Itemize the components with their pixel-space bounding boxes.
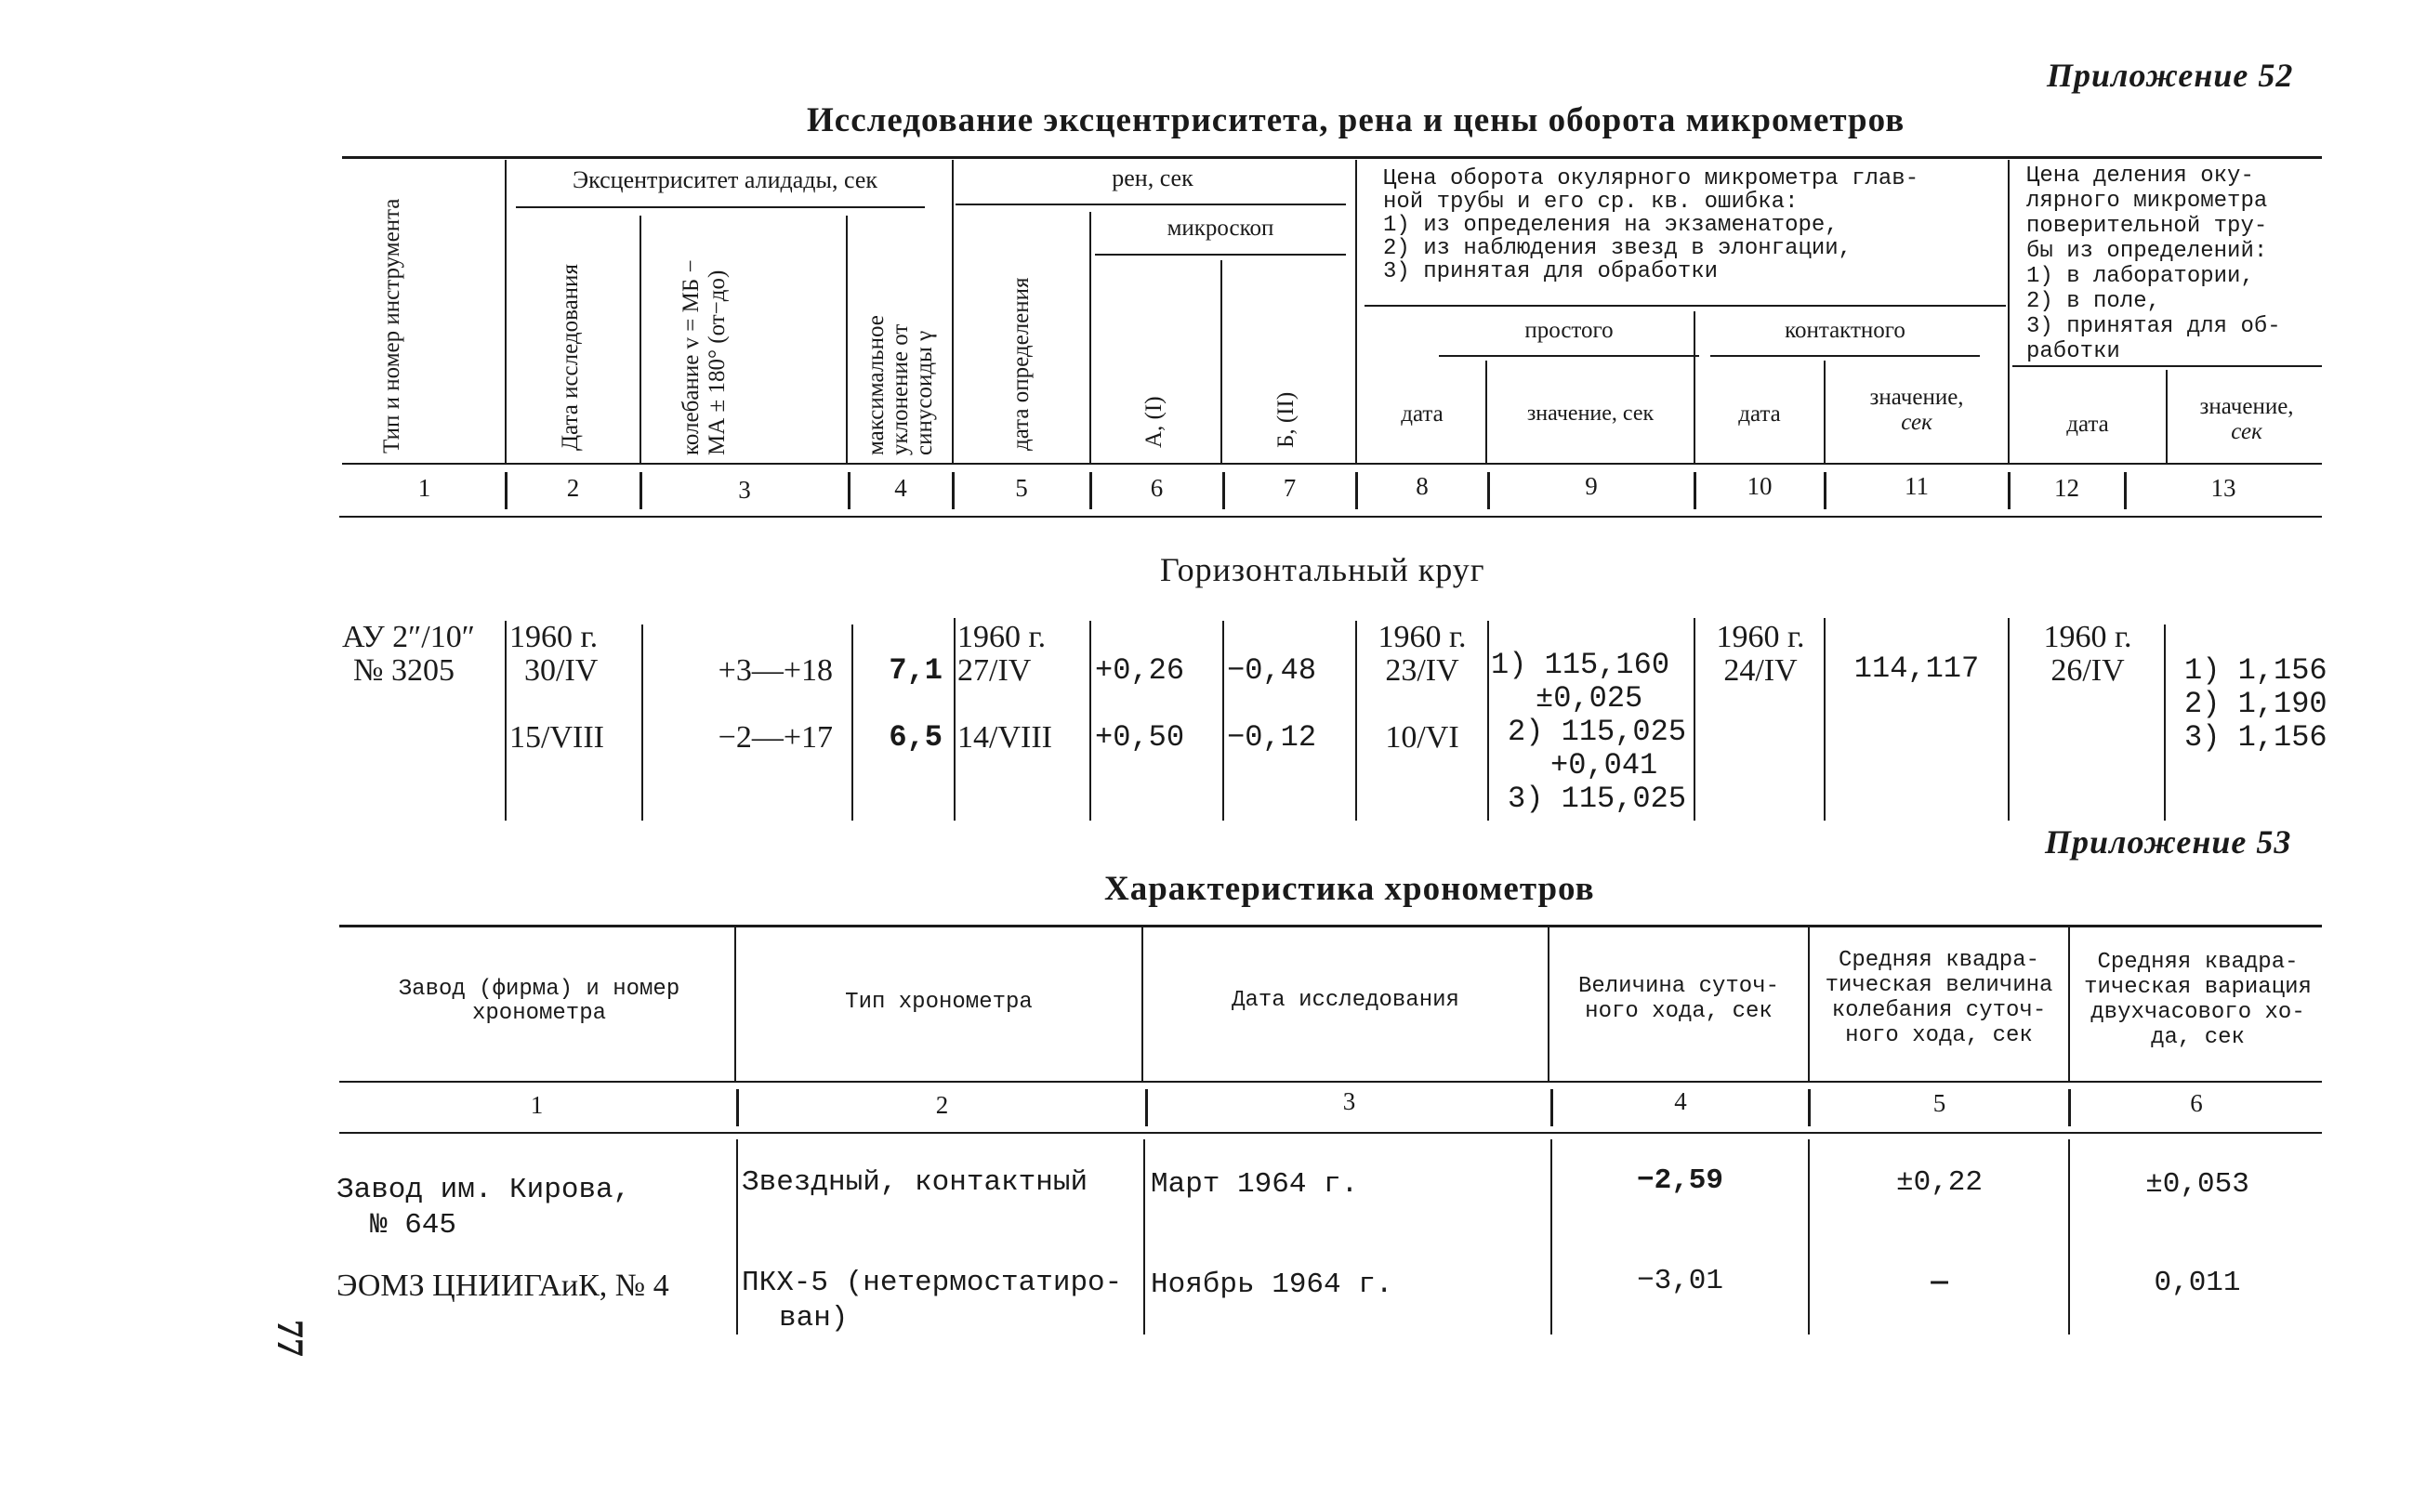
table2-title: Характеристика хронометров (1104, 870, 1595, 908)
hdr-verifying: Цена деления оку- лярного микрометра поверительной тру- бы из определений: 1) в лаборатории, 2) в поле, 3) принятая для об- работки (2026, 164, 2281, 364)
cell-instrument: АУ 2″/10″ № 3205 (342, 620, 475, 688)
t1-v6 (1220, 260, 1222, 463)
t2-hdr-rms: Средняя квадра- тическая величина колебания суточ- ного хода, сек (1825, 948, 2053, 1048)
hdr-microscope: микроскоп (1167, 216, 1274, 241)
t1-v3 (846, 216, 848, 463)
cell-contact-date: 1960 г. 24/IV (1716, 620, 1805, 688)
hdr-contact-value: значение, сек (1869, 385, 1964, 435)
t1-colnum-4: 4 (894, 474, 907, 502)
t2-dv2 (1143, 1139, 1145, 1335)
t2-colnum-6: 6 (2190, 1089, 2203, 1117)
ren-group-rule (956, 204, 1346, 205)
cell-simple-value: 1) 115,160 ±0,025 2) 115,025 +0,041 3) 115,025 (1491, 648, 1687, 816)
t1-v7 (1355, 160, 1357, 463)
t2-colnum-3: 3 (1342, 1087, 1356, 1115)
hdr-instrument: Тип и номер инструмента (379, 198, 404, 454)
hdr-simple-value: значение, сек (1526, 401, 1655, 426)
contact-rule (1710, 355, 1980, 357)
t1-colnum-5: 5 (1015, 474, 1028, 502)
t1-colnum-1: 1 (417, 474, 431, 502)
t2-hdr-var: Средняя квадра- тическая вариация двухчасового хо- да, сек (2084, 950, 2312, 1050)
cell-study-date: 1960 г. 30/IV 15/VIII (509, 620, 604, 755)
t1-dv6 (1222, 621, 1224, 821)
table2-num-bottom-rule (339, 1132, 2322, 1134)
t2-row2-factory: ЭОМЗ ЦНИИГАиК, № 4 (336, 1269, 669, 1303)
t2-dv5 (2068, 1139, 2070, 1335)
cell-ver-value: 1) 1,156 2) 1,190 3) 1,156 (2184, 653, 2327, 755)
hdr-study-date: Дата исследования (558, 264, 583, 451)
t2-hdr-type: Тип хронометра (845, 990, 1033, 1015)
table1-title: Исследование эксцентриситета, рена и цены оборота микрометров (807, 101, 1905, 139)
microscope-rule (1095, 254, 1346, 256)
cell-max-dev: 7,1 6,5 (889, 653, 943, 755)
simple-rule (1439, 355, 1699, 357)
t2-row2-type: ПКХ-5 (нетермостатиро- ван) (742, 1267, 1123, 1335)
table2-top-rule (339, 925, 2322, 927)
t1-colnum-2: 2 (566, 474, 580, 502)
t2-row2-var: 0,011 (2154, 1267, 2241, 1299)
cell-oscillation: +3—+18 −2—+17 (718, 653, 833, 755)
t1-colnum-3: 3 (738, 476, 751, 504)
t1-dv4 (954, 618, 956, 821)
t1-colnum-6: 6 (1150, 474, 1164, 502)
t1-dv10 (1824, 618, 1826, 821)
table1-top-rule (342, 156, 2322, 159)
section-horizontal-circle: Горизонтальный круг (1160, 551, 1485, 588)
t2-colnum-2: 2 (935, 1091, 949, 1119)
t2-row1-rate: −2,59 (1636, 1164, 1723, 1197)
ver-group-rule (2012, 365, 2322, 367)
hdr-main-group: Цена оборота окулярного микрометра глав- ной трубы и его ср. кв. ошибка: 1) из определения на экзаменаторе, 2) из наблюдения звезд в элонгации, 3) принятая для обработки (1383, 166, 1919, 284)
t1-colnum-7: 7 (1283, 474, 1297, 502)
t2-hdr-date: Дата исследования (1232, 988, 1459, 1013)
t1-dv1 (505, 621, 507, 821)
t2-colnum-1: 1 (530, 1091, 544, 1119)
hdr-mic-a: А, (I) (1141, 396, 1167, 448)
t1-v2 (639, 216, 641, 463)
t1-colnum-8: 8 (1416, 472, 1429, 500)
t2-row2-rate: −3,01 (1636, 1265, 1723, 1297)
hdr-max-dev: максимальное уклонение от синусоиды γ (864, 315, 937, 455)
t1-v4 (952, 160, 954, 463)
t1-dv5 (1089, 621, 1091, 821)
t2-row2-date: Ноябрь 1964 г. (1151, 1269, 1393, 1301)
t2-row1-factory: Завод им. Кирова, № 645 (336, 1174, 631, 1242)
hdr-simple: простого (1524, 318, 1614, 343)
t1-dv9 (1694, 618, 1695, 821)
appendix-label-52: Приложение 52 (2047, 57, 2294, 94)
hdr-mic-b: Б, (II) (1273, 391, 1299, 448)
hdr-oscillation: колебание v = MБ − MА ± 180° (от−до) (679, 259, 730, 455)
cell-contact-value: 114,117 (1853, 651, 1980, 686)
cell-ren-date: 1960 г. 27/IV 14/VIII (957, 620, 1052, 755)
cell-simple-date: 1960 г. 23/IV 10/VI (1378, 620, 1467, 755)
cell-mic-a: +0,26 +0,50 (1095, 653, 1185, 755)
main-group-rule (1365, 305, 2006, 307)
hdr-ecc-group: Эксцентриситет алидады, сек (572, 166, 878, 193)
t1-colnum-10: 10 (1747, 472, 1773, 500)
t1-colnum-11: 11 (1905, 472, 1929, 500)
t1-dv11 (2008, 618, 2010, 821)
t1-colnum-13: 13 (2210, 474, 2236, 502)
hdr-ver-value: значение, сек (2199, 394, 2294, 444)
t2-row2-rms: — (1931, 1267, 1948, 1299)
t1-v1 (505, 160, 507, 463)
cell-mic-b: −0,48 −0,12 (1227, 653, 1317, 755)
t2-row1-type: Звездный, контактный (742, 1166, 1088, 1199)
table1-header-bottom-rule (342, 463, 2322, 465)
hdr-contact-date: дата (1738, 401, 1781, 427)
t2-hdr-factory: Завод (фирма) и номер хронометра (398, 977, 680, 1026)
t1-colnum-9: 9 (1585, 472, 1598, 500)
hdr-contact: контактного (1785, 318, 1905, 343)
table2-header-bottom-rule (339, 1081, 2322, 1083)
page-number: 77 (270, 1320, 311, 1357)
appendix-label-53: Приложение 53 (2045, 823, 2292, 861)
ecc-group-rule (516, 206, 925, 208)
hdr-ver-date: дата (2066, 412, 2109, 437)
t1-v5 (1089, 212, 1091, 463)
t1-dv12 (2164, 625, 2166, 821)
t2-row1-date: Март 1964 г. (1151, 1168, 1359, 1201)
t1-dv7 (1355, 621, 1357, 821)
cell-ver-date: 1960 г. 26/IV (2043, 620, 2132, 688)
table1-num-bottom-rule (339, 516, 2322, 518)
t2-dv4 (1808, 1139, 1810, 1335)
t2-row1-var: ±0,053 (2145, 1168, 2249, 1201)
t2-hdr-rate: Величина суточ- ного хода, сек (1577, 974, 1780, 1024)
t2-colnum-4: 4 (1674, 1087, 1687, 1115)
hdr-ren-group: рен, сек (1112, 164, 1193, 191)
hdr-simple-date: дата (1401, 401, 1444, 427)
t2-dv1 (736, 1139, 738, 1335)
t1-dv8 (1487, 621, 1489, 821)
t2-colnum-5: 5 (1932, 1089, 1946, 1117)
hdr-det-date: дата определения (1009, 277, 1034, 451)
t1-colnum-12: 12 (2054, 474, 2079, 502)
t2-row1-rms: ±0,22 (1895, 1166, 1983, 1199)
